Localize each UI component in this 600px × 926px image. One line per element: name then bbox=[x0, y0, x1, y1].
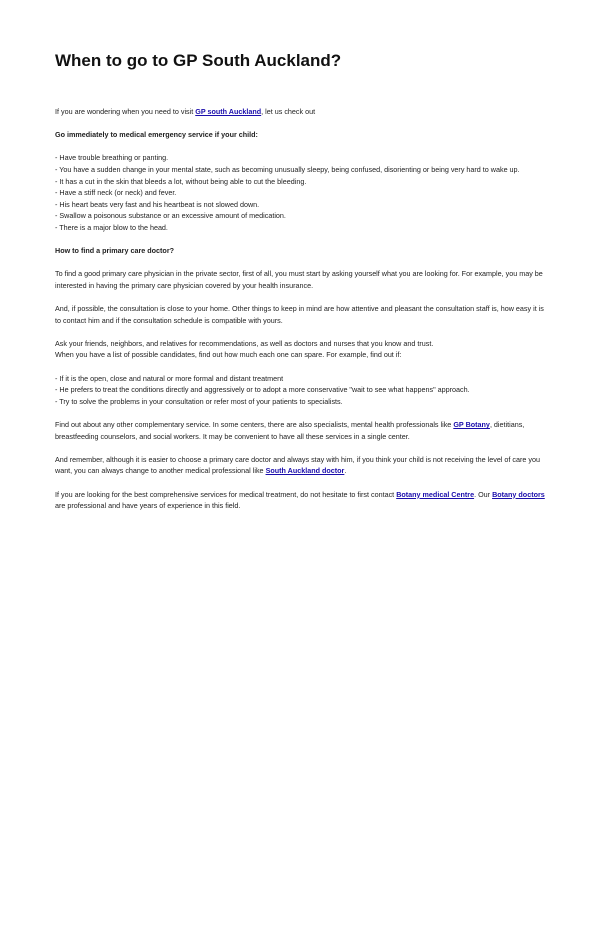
list-item: - Have trouble breathing or panting. bbox=[55, 153, 169, 163]
paragraph-remember bbox=[55, 454, 550, 477]
list-item: - It has a cut in the skin that bleeds a lot, without being able to cut the bleeding. bbox=[55, 176, 307, 186]
gp-south-auckland-link[interactable]: GP south Auckland bbox=[195, 107, 262, 116]
recommendations-line: Ask your friends, neighbors, and relatives for recommendations, as well as doctors and nurses that you know and trust. bbox=[55, 338, 434, 348]
page-title: When to go to GP South Auckland? bbox=[55, 51, 342, 70]
list-item: - Swallow a poisonous substance or an excessive amount of medication. bbox=[55, 211, 286, 221]
emergency-list bbox=[55, 152, 550, 233]
intro-text: If you are wondering when you need to visit bbox=[55, 107, 196, 116]
botany-medical-centre-link[interactable]: Botany medical Centre bbox=[396, 489, 475, 499]
paragraph-close-to-home: And, if possible, the consultation is close to your home. Other things to keep in mind are how attentive and pleasant the consultation staff is, how easy it is to contact him and if the consultation schedule is compatible with yours. bbox=[55, 304, 544, 325]
criteria-list bbox=[55, 373, 550, 408]
paragraph-recommendations bbox=[55, 338, 550, 361]
intro-paragraph bbox=[55, 106, 550, 118]
remember-text: And remember, although it is easier to choose a primary care doctor and always stay with him, if you think your child is not receiving the level of care you want, you can always change to another medical professional like bbox=[55, 454, 540, 476]
candidates-line: When you have a list of possible candidates, find out how much each one can spare. For example, find out if: bbox=[55, 350, 402, 360]
paragraph-complementary bbox=[55, 419, 550, 442]
contact-text-end: are professional and have years of experience in this field. bbox=[55, 501, 241, 511]
botany-doctors-link[interactable]: Botany doctors bbox=[492, 489, 545, 499]
complementary-text-end: , dietitians, breastfeeding counselors, and social workers. It may be convenient to have all these services in a single center. bbox=[55, 420, 525, 441]
document-page bbox=[55, 50, 550, 523]
complementary-text: Find out about any other complementary service. In some centers, there are also specialists, mental health professionals like bbox=[55, 420, 454, 430]
gp-botany-link[interactable]: GP Botany bbox=[453, 420, 490, 430]
list-item: - He prefers to treat the conditions directly and aggressively or to adopt a more conservative "wait to see what happens" approach. bbox=[55, 385, 470, 395]
list-item: - Have a stiff neck (or neck) and fever. bbox=[55, 188, 177, 198]
list-item: - There is a major blow to the head. bbox=[55, 222, 168, 232]
contact-text: If you are looking for the best comprehensive services for medical treatment, do not hesitate to first contact bbox=[55, 489, 397, 499]
list-item: - You have a sudden change in your mental state, such as becoming unusually sleepy, being confused, disorienting or being very hard to wake up. bbox=[55, 164, 520, 174]
list-item: - His heart beats very fast and his heartbeat is not slowed down. bbox=[55, 199, 260, 209]
emergency-heading: Go immediately to medical emergency service if your child: bbox=[55, 130, 258, 140]
remember-text-end: . bbox=[344, 466, 347, 476]
south-auckland-doctor-link[interactable]: South Auckland doctor bbox=[265, 466, 345, 476]
paragraph-contact bbox=[55, 489, 550, 512]
list-item: - If it is the open, close and natural or more formal and distant treatment bbox=[55, 373, 284, 383]
contact-text-middle: . Our bbox=[474, 489, 493, 499]
intro-text-end: , let us check out bbox=[261, 107, 316, 116]
document-body bbox=[55, 106, 550, 512]
list-item: - Try to solve the problems in your consultation or refer most of your patients to specialists. bbox=[55, 396, 343, 406]
find-doctor-heading: How to find a primary care doctor? bbox=[55, 246, 175, 256]
paragraph-private-sector: To find a good primary care physician in the private sector, first of all, you must start by asking yourself what you are looking for. For example, you may be interested in having the primary care physician covered by your health insurance. bbox=[55, 269, 543, 290]
